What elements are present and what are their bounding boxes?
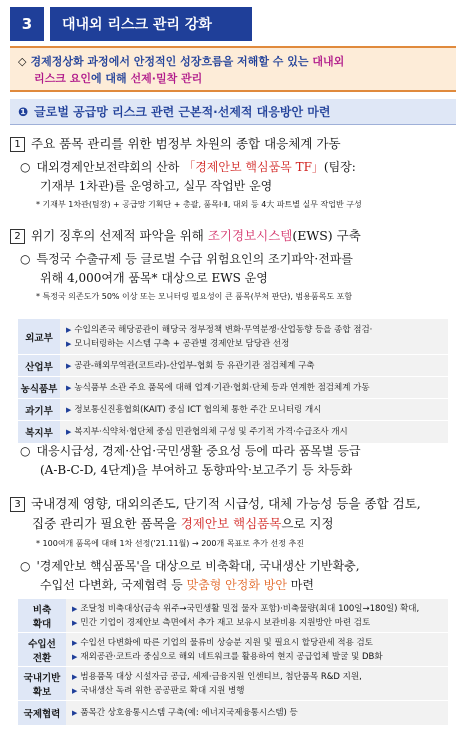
- item-2-bullet-line1: 특정국 수출규제 등 글로벌 수급 위험요인의 조기파악·전파를: [36, 252, 353, 266]
- row-body: [60, 319, 448, 355]
- row-body-line: [72, 706, 442, 720]
- item-2-extra-line1: [10, 442, 456, 461]
- section-number: 3: [10, 7, 44, 41]
- row-body-line: [72, 650, 442, 664]
- row-label-line: 국제협력: [23, 708, 61, 720]
- table-row: [18, 399, 448, 421]
- row-body-text: 정보통신진흥협회(KAIT) 중심 ICT 협의체 통한 주간 모니터링 개시: [74, 404, 322, 415]
- row-body-line: [72, 636, 442, 650]
- item-3-line2-post: 으로 지정: [281, 516, 334, 531]
- item-2-extra-text1: 대응시급성, 경제·산업·국민생활 중요성 등에 따라 품목별 등급: [36, 444, 361, 458]
- row-body-text: 공관-해외무역관(코트라)-산업부-협회 등 유관기관 점검체계 구축: [74, 360, 315, 371]
- row-label-line: 수입선: [28, 638, 56, 650]
- item-3-note: * 100여개 품목에 대해 1차 선정('21.11월) → 200개 목표로 추가 선정 추진: [36, 539, 304, 548]
- row-body-line: [72, 616, 442, 630]
- triangle-bullet-icon: ▶: [72, 604, 78, 613]
- row-label-line: 전환: [32, 652, 52, 664]
- table-row: [18, 355, 448, 377]
- item-3-line2-highlight: 경제안보 핵심품목: [180, 516, 282, 531]
- row-body-line: [72, 670, 442, 684]
- row-body-text: 범용품목 대상 시설자금 공급, 세제·금융지원 인센티브, 첨단품목 R&D 지원,: [80, 671, 362, 682]
- table-row: [18, 701, 448, 725]
- item-3-bullet-line2-post: 마련: [286, 578, 314, 592]
- subheading: [10, 99, 456, 125]
- row-body-text: 복지부·식약처·협단체 중심 민관협의체 구성 및 주기적 가격·수급조사 개시: [74, 426, 348, 437]
- row-body: [66, 633, 448, 667]
- item-3-bullet-line2-pre: 수입선 다변화, 국제협력 등: [40, 578, 187, 592]
- circle-bullet-icon: ○: [20, 252, 31, 266]
- row-label: [18, 701, 66, 725]
- summary-text-3: 대내외: [312, 55, 345, 68]
- item-2: [10, 226, 456, 304]
- item-1-bullet-post: (팀장:: [323, 160, 356, 174]
- item-1-bullet: [10, 158, 456, 177]
- summary-text-4: 리스크 요인: [34, 72, 91, 85]
- triangle-bullet-icon: ▶: [66, 361, 72, 370]
- item-1-bullet-highlight: 「경제안보 핵심품목 TF」: [183, 160, 324, 174]
- row-body-text: 수입의존국 해당공관이 해당국 정부정책 변화·무역분쟁·산업동향 등을 종합 점검·: [74, 324, 373, 335]
- summary-text-2: 에서 안정적인 성장흐름을 저해할 수 있는: [108, 55, 313, 68]
- row-label-line: 국내기반: [23, 672, 61, 684]
- item-2-pre: 위기 징후의 선제적 파악을 위해: [31, 228, 208, 243]
- item-2-heading: [10, 226, 456, 246]
- agency-table: [18, 318, 448, 443]
- item-2-bullet: [10, 250, 456, 269]
- table-row: [18, 377, 448, 399]
- triangle-bullet-icon: ▶: [72, 708, 78, 717]
- summary-text-1: 경제정상화 과정: [30, 55, 109, 68]
- summary-text-6: 선제·밀착 관리: [130, 72, 203, 85]
- row-body-line: [66, 337, 442, 351]
- row-label: 산업부: [18, 355, 60, 377]
- triangle-bullet-icon: ▶: [72, 652, 78, 661]
- item-2-note: * 특정국 의존도가 50% 이상 또는 모니터링 필요성이 큰 품목(부처 판단), 범용품목도 포함: [36, 292, 353, 301]
- item-3-bullet-line1: '경제안보 핵심품목'을 대상으로 비축확대, 국내생산 기반확충,: [36, 559, 360, 573]
- row-body-line: [66, 425, 442, 439]
- row-label: 과기부: [18, 399, 60, 421]
- item-1-bullet-line2: 기재부 1차관)를 운영하고, 실무 작업반 운영: [40, 179, 273, 193]
- table-row: [18, 319, 448, 355]
- row-body: [60, 377, 448, 399]
- item-2-extra-line2: (A-B-C-D, 4단계)을 부여하고 동향파악·보고주기 등 차등화: [40, 463, 353, 477]
- item-3-line2-pre: 집중 관리가 필요한 품목을: [32, 516, 181, 531]
- row-body-line: [66, 323, 442, 337]
- table-row: [18, 421, 448, 443]
- item-1-text: 주요 품목 관리를 위한 범정부 차원의 종합 대응체계 가동: [31, 136, 341, 151]
- number-one-icon: ❶: [18, 104, 29, 119]
- item-1-note: * 기재부 1차관(팀장) + 공급망 기획단 + 총괄, 품목Ⅰ·Ⅱ, 대외 등 4大 파트별 실무 작업반 구성: [36, 200, 362, 209]
- row-label: [18, 633, 66, 667]
- item-3-bullet-line2: [10, 576, 456, 595]
- table-row: [18, 667, 448, 701]
- row-body-text: 국내생산 독려 위한 공공판로 확대 지원 병행: [80, 685, 245, 696]
- diamond-icon: ◇: [18, 55, 27, 68]
- item-2-highlight: 조기경보시스템: [207, 228, 293, 243]
- triangle-bullet-icon: ▶: [72, 638, 78, 647]
- row-body: [60, 355, 448, 377]
- item-3-line2: [10, 514, 456, 534]
- summary-text-5: 에 대해: [90, 72, 131, 85]
- row-body-text: 농식품부 소관 주요 품목에 대해 업계·기관·협회·단체 등과 연계한 점검체계 가동: [74, 382, 370, 393]
- row-body: [66, 667, 448, 701]
- table-row: [18, 599, 448, 633]
- item-3-bullet: [10, 557, 456, 576]
- item-2-extra: [10, 442, 456, 480]
- triangle-bullet-icon: ▶: [72, 686, 78, 695]
- row-body-line: [66, 381, 442, 395]
- row-label: 농식품부: [18, 377, 60, 399]
- item-2-post: (EWS) 구축: [292, 228, 361, 243]
- row-label: [18, 599, 66, 633]
- row-body-text: 조달청 비축대상(금속 위주→국민생활 밀접 물자 포함)·비축물량(최대 100일→180일) 확대,: [80, 603, 420, 614]
- row-body: [66, 701, 448, 725]
- triangle-bullet-icon: ▶: [72, 672, 78, 681]
- triangle-bullet-icon: ▶: [66, 339, 72, 348]
- circle-bullet-icon: ○: [20, 559, 31, 573]
- row-body-line: [66, 403, 442, 417]
- triangle-bullet-icon: ▶: [72, 618, 78, 627]
- row-body-text: 수입선 다변화에 따른 기업의 물류비 상승분 지원 및 필요시 할당관세 적용 검토: [80, 637, 373, 648]
- row-body-text: 민간 기업이 경제안보 측면에서 추가 재고 보유시 보관비용 지원방안 마련 검토: [80, 617, 371, 628]
- section-header: [10, 7, 252, 41]
- row-body-line: [66, 359, 442, 373]
- row-body: [60, 399, 448, 421]
- row-body-text: 품목간 상호융통시스템 구축(예: 에너지국제융통시스템) 등: [80, 707, 298, 718]
- item-3-heading: [10, 494, 456, 514]
- item-1-box: 1: [10, 137, 25, 152]
- triangle-bullet-icon: ▶: [66, 325, 72, 334]
- section-title: 대내외 리스크 관리 강화: [50, 7, 252, 41]
- circle-bullet-icon: ○: [20, 160, 31, 174]
- row-body-line: [72, 602, 442, 616]
- item-3: [10, 494, 456, 595]
- row-label: [18, 667, 66, 701]
- table-row: [18, 633, 448, 667]
- item-2-bullet-line2: 위해 4,000여개 품목* 대상으로 EWS 운영: [40, 271, 268, 285]
- row-label-line: 비축: [32, 604, 52, 616]
- row-body-line: [72, 684, 442, 698]
- triangle-bullet-icon: ▶: [66, 383, 72, 392]
- summary-box: [10, 46, 456, 92]
- item-3-box: 3: [10, 497, 25, 512]
- triangle-bullet-icon: ▶: [66, 427, 72, 436]
- triangle-bullet-icon: ▶: [66, 405, 72, 414]
- row-label: 외교부: [18, 319, 60, 355]
- row-body: [60, 421, 448, 443]
- item-2-box: 2: [10, 229, 25, 244]
- item-1: [10, 134, 456, 212]
- measure-table: [18, 598, 448, 725]
- item-3-line1: 국내경제 영향, 대외의존도, 단기적 시급성, 대체 가능성 등을 종합 검토,: [31, 496, 421, 511]
- item-1-bullet-pre: 대외경제안보전략회의 산하: [36, 160, 184, 174]
- row-body: [66, 599, 448, 633]
- row-label-line: 확보: [32, 686, 52, 698]
- circle-bullet-icon: ○: [20, 444, 31, 458]
- item-3-bullet-line2-highlight: 맞춤형 안정화 방안: [186, 578, 287, 592]
- row-label: 복지부: [18, 421, 60, 443]
- row-label-line: 확대: [32, 618, 52, 630]
- row-body-text: 모니터링하는 시스템 구축 + 공관별 경제안보 담당관 선정: [74, 338, 290, 349]
- item-1-heading: [10, 134, 456, 154]
- row-body-text: 재외공관·코트라 중심으로 해외 네트워크를 활용하여 현지 공급업체 발굴 및 DB화: [80, 651, 383, 662]
- subheading-text: 글로벌 공급망 리스크 관련 근본적·선제적 대응방안 마련: [34, 105, 331, 119]
